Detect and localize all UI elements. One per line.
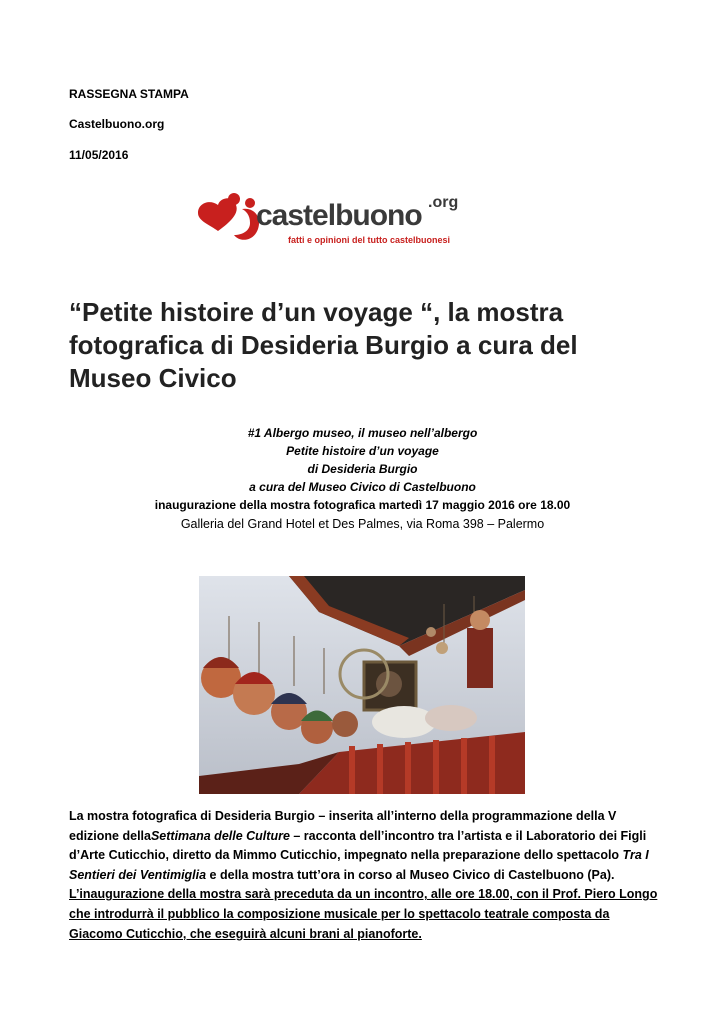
exhibition-photo	[199, 576, 525, 794]
logo-wordmark: castelbuono	[256, 199, 422, 232]
body-text-span: e della mostra tutt’ora in corso al Museo Civico di Castelbuono (Pa).	[206, 867, 615, 882]
opening-date: inaugurazione della mostra fotografica martedì 17 maggio 2016 ore 18.00	[154, 498, 571, 512]
exhibition-title: Petite histoire d’un voyage	[286, 444, 439, 458]
venue-address: Galleria del Grand Hotel et Des Palmes, via Roma 398 – Palermo	[180, 517, 545, 531]
exhibition-curator: a cura del Museo Civico di Castelbuono	[249, 480, 476, 494]
press-review-label: RASSEGNA STAMPA	[69, 87, 189, 101]
exhibition-artist: di Desideria Burgio	[307, 462, 418, 476]
body-paragraph	[69, 807, 659, 885]
castelbuono-logo-image	[196, 185, 476, 255]
headline-line: “Petite histoire d’un voyage “, la mostra	[69, 297, 564, 327]
festival-name: Settimana delle Culture –	[150, 828, 301, 843]
article-body	[69, 807, 659, 944]
logo-tagline: fatti e opinioni del tutto castelbuonesi	[288, 235, 451, 245]
article-headline	[69, 296, 669, 395]
castelbuono-logo	[196, 185, 476, 255]
body-text-span: racconta dell’incontro tra l’artista e il Laboratorio dei Figli d’Arte Cuticchio, diretto da Mimmo Cuticchio, impegnato nella preparazione dello spettacolo	[69, 828, 647, 863]
body-text-span: La mostra fotografica di Desideria Burgio – inserita all’interno della programmazione della V edizione della	[69, 809, 617, 843]
headline-line: Museo Civico	[69, 363, 237, 393]
publication-date: 11/05/2016	[69, 148, 129, 162]
source-site: Castelbuono.org	[69, 117, 165, 131]
logo-suffix: .org	[428, 194, 459, 211]
opening-event-paragraph: L’inaugurazione della mostra sarà preceduta da un incontro, alle ore 18.00, con il Prof. Piero Longo che introdurrà il pubblico la composizione musicale per lo spettacolo teatrale composta da Giacomo Cuticchio, che eseguirà alcuni brani al pianoforte.	[69, 887, 658, 941]
headline-line: fotografica di Desideria Burgio a cura del	[69, 330, 578, 360]
show-title: Tra I Sentieri dei Ventimiglia	[69, 848, 649, 882]
event-series-title: #1 Albergo museo, il museo nell’albergo	[247, 426, 478, 440]
puppets-photo-image	[199, 576, 525, 794]
